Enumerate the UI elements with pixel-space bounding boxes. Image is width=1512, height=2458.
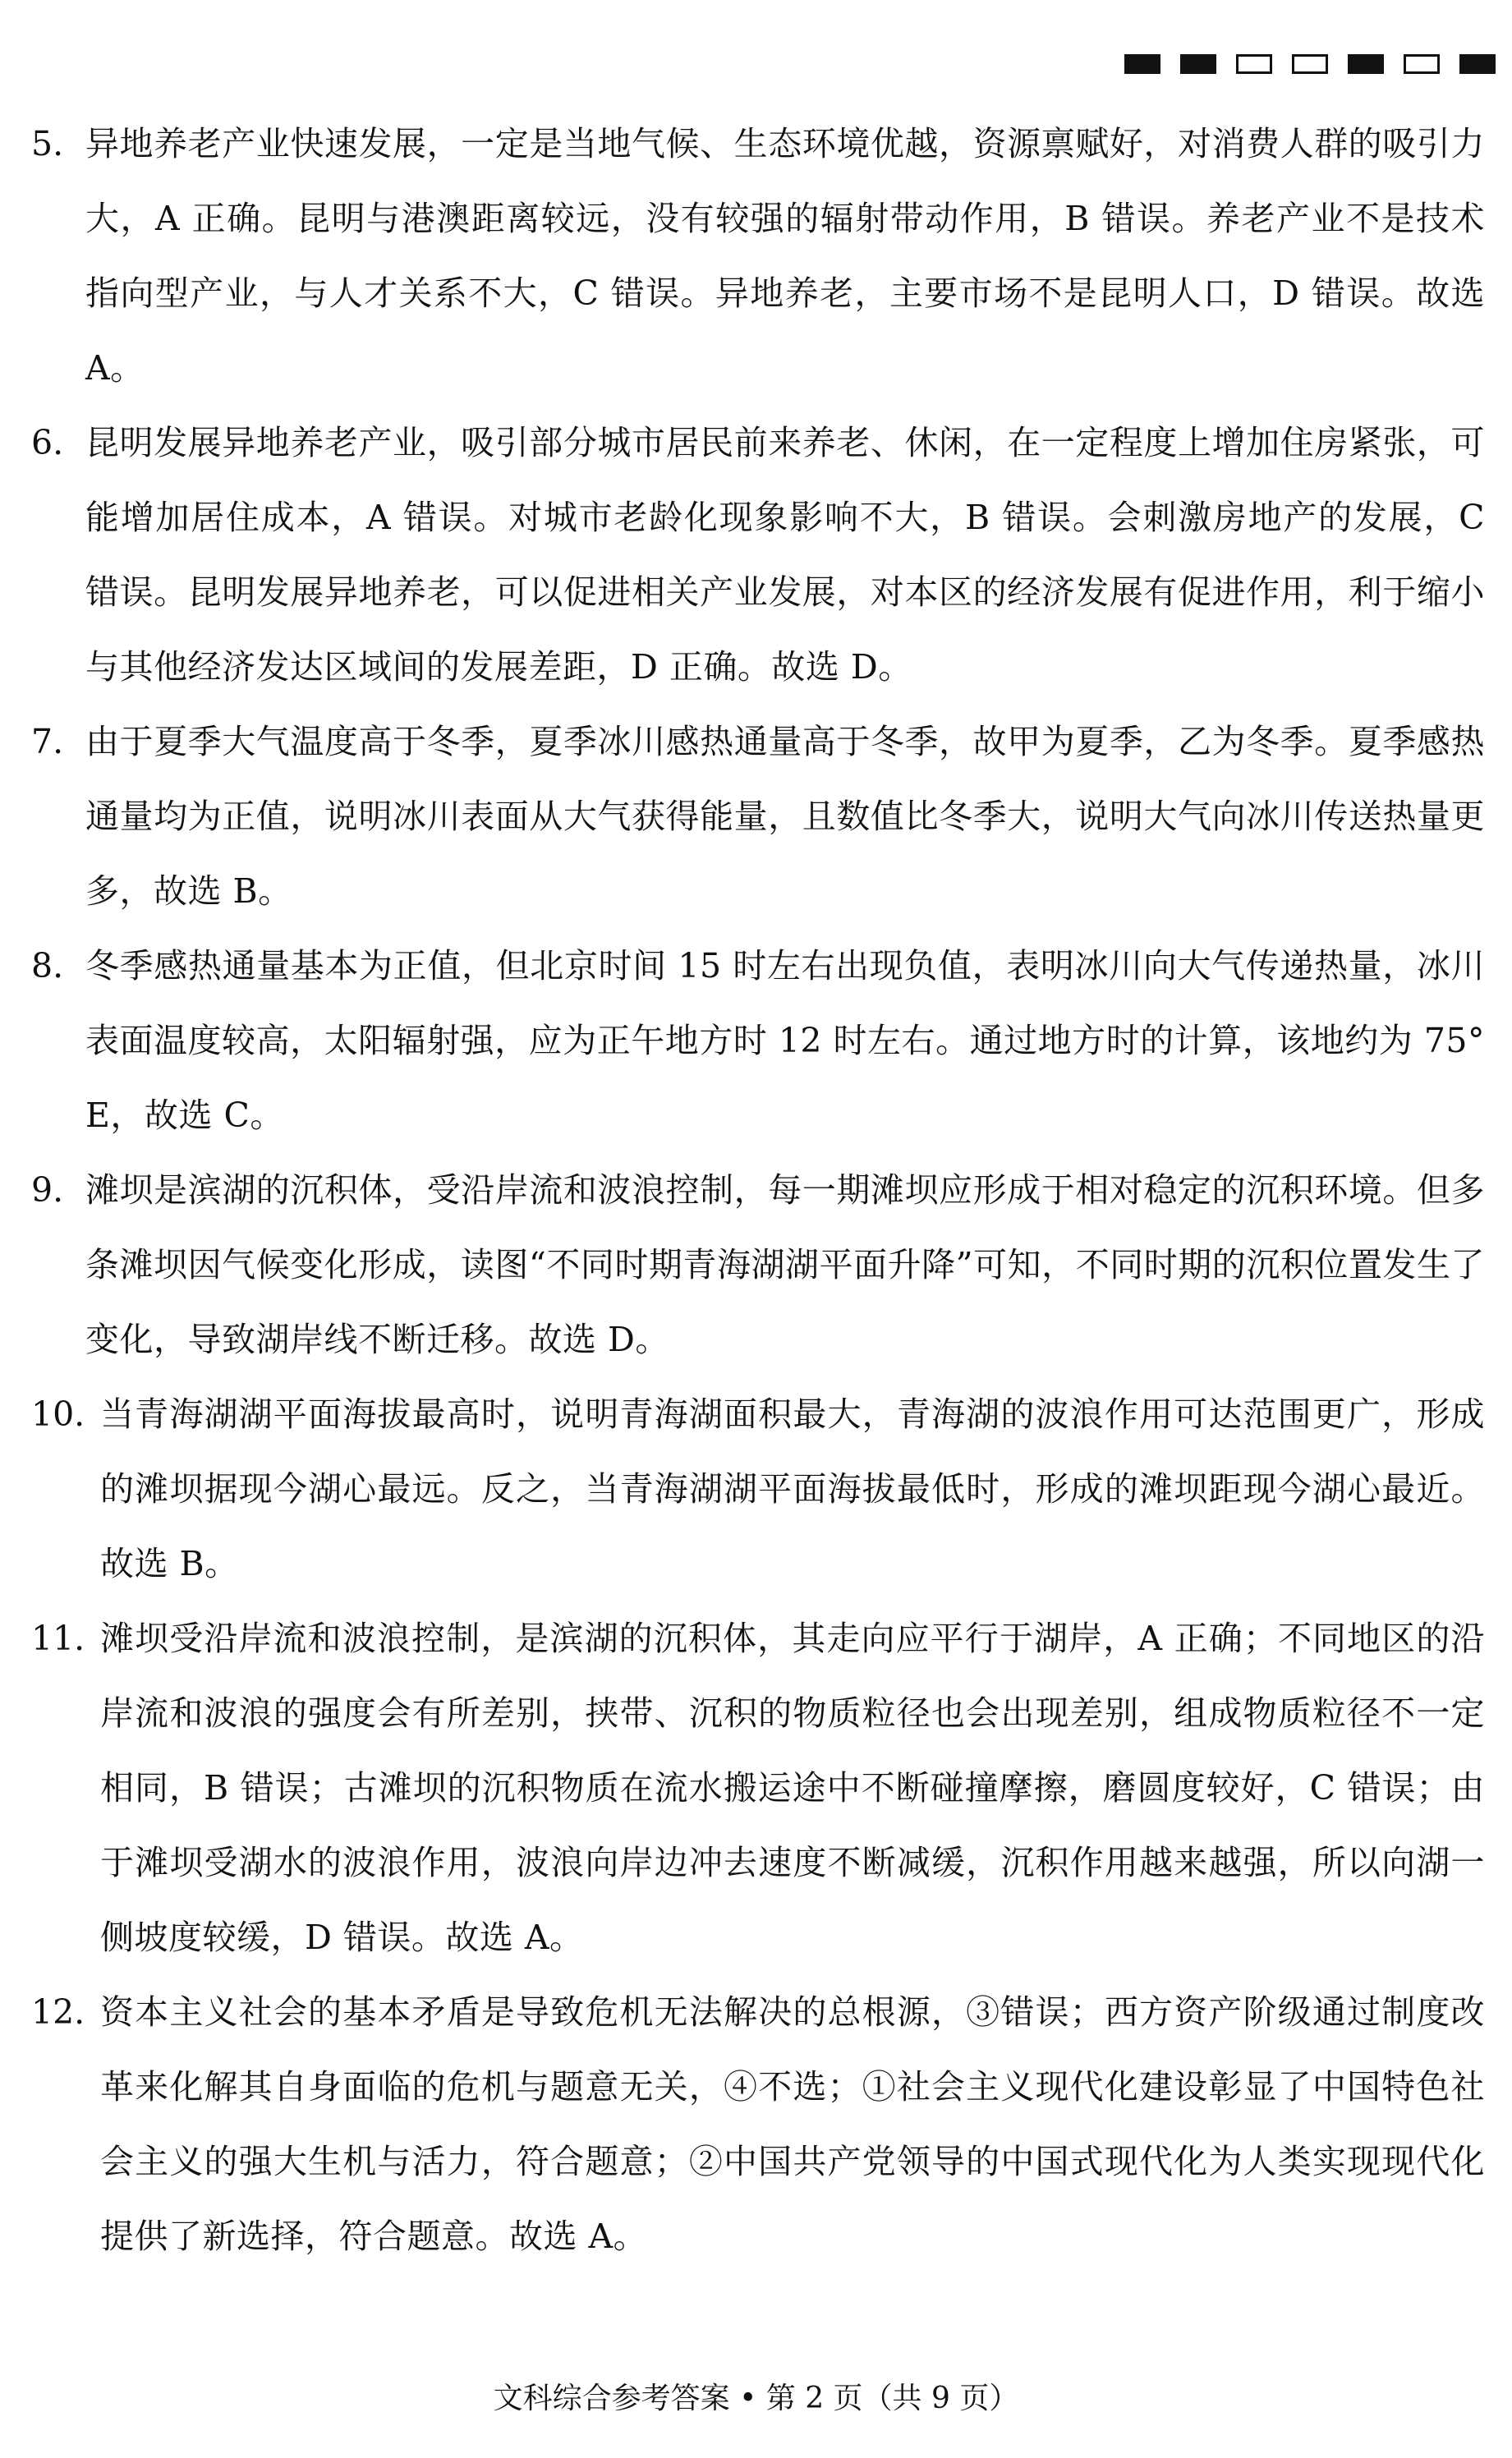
marker-block bbox=[1236, 54, 1272, 74]
item-number: 11. bbox=[31, 1619, 85, 1658]
marker-block bbox=[1124, 54, 1160, 74]
item-text: 当青海湖湖平面海拔最高时，说明青海湖面积最大，青海湖的波浪作用可达范围更广，形成的滩坝据现今湖心最远。反之，当青海湖湖平面海拔最低时，形成的滩坝距现今湖心最近。故选 B。 bbox=[100, 1394, 1485, 1583]
answer-item-9 bbox=[31, 1153, 1485, 1377]
item-text: 昆明发展异地养老产业，吸引部分城市居民前来养老、休闲，在一定程度上增加住房紧张，可能增加居住成本，A 错误。对城市老龄化现象影响不大，B 错误。会刺激房地产的发展，C 错误。昆明发展异地养老，可以促进相关产业发展，对本区的经济发展有促进作用，利于缩小与其他经济发达区域间的发展差距，D 正确。故选 D。 bbox=[85, 423, 1485, 687]
marker-block bbox=[1459, 54, 1496, 74]
answer-item-5 bbox=[31, 107, 1485, 406]
answer-item-12 bbox=[31, 1975, 1485, 2274]
item-number: 10. bbox=[31, 1394, 85, 1434]
answer-item-10 bbox=[31, 1377, 1485, 1601]
item-number: 9. bbox=[31, 1170, 64, 1210]
answer-item-11 bbox=[31, 1601, 1485, 1975]
page-marker-row bbox=[1124, 54, 1496, 74]
item-number: 6. bbox=[31, 423, 64, 462]
item-number: 7. bbox=[31, 722, 64, 761]
marker-block bbox=[1292, 54, 1328, 74]
marker-block bbox=[1180, 54, 1216, 74]
item-number: 12. bbox=[31, 1992, 85, 2032]
item-number: 8. bbox=[31, 946, 64, 985]
answer-list bbox=[31, 107, 1485, 2274]
item-number: 5. bbox=[31, 124, 64, 163]
item-text: 异地养老产业快速发展，一定是当地气候、生态环境优越，资源禀赋好，对消费人群的吸引力大，A 正确。昆明与港澳距离较远，没有较强的辐射带动作用，B 错误。养老产业不是技术指向型产业，与人才关系不大，C 错误。异地养老，主要市场不是昆明人口，D 错误。故选 A。 bbox=[85, 124, 1485, 388]
item-text: 由于夏季大气温度高于冬季，夏季冰川感热通量高于冬季，故甲为夏季，乙为冬季。夏季感热通量均为正值，说明冰川表面从大气获得能量，且数值比冬季大，说明大气向冰川传送热量更多，故选 B。 bbox=[85, 722, 1485, 911]
page-footer: 文科综合参考答案 • 第 2 页（共 9 页） bbox=[493, 2382, 1019, 2415]
item-text: 资本主义社会的基本矛盾是导致危机无法解决的总根源，③错误；西方资产阶级通过制度改革来化解其自身面临的危机与题意无关，④不选；①社会主义现代化建设彰显了中国特色社会主义的强大生机与活力，符合题意；②中国共产党领导的中国式现代化为人类实现现代化提供了新选择，符合题意。故选 A。 bbox=[100, 1992, 1485, 2256]
marker-block bbox=[1348, 54, 1384, 74]
answer-item-7 bbox=[31, 705, 1485, 929]
item-text: 冬季感热通量基本为正值，但北京时间 15 时左右出现负值，表明冰川向大气传递热量，冰川表面温度较高，太阳辐射强，应为正午地方时 12 时左右。通过地方时的计算，该地约为 75° E，故选 C。 bbox=[85, 946, 1485, 1135]
marker-block bbox=[1404, 54, 1440, 74]
item-text: 滩坝是滨湖的沉积体，受沿岸流和波浪控制，每一期滩坝应形成于相对稳定的沉积环境。但多条滩坝因气候变化形成，读图“不同时期青海湖湖平面升降”可知，不同时期的沉积位置发生了变化，导致湖岸线不断迁移。故选 D。 bbox=[85, 1170, 1485, 1359]
answer-item-6 bbox=[31, 406, 1485, 705]
item-text: 滩坝受沿岸流和波浪控制，是滨湖的沉积体，其走向应平行于湖岸，A 正确；不同地区的沿岸流和波浪的强度会有所差别，挟带、沉积的物质粒径也会出现差别，组成物质粒径不一定相同，B 错误；古滩坝的沉积物质在流水搬运途中不断碰撞摩擦，磨圆度较好，C 错误；由于滩坝受湖水的波浪作用，波浪向岸边冲去速度不断减缓，沉积作用越来越强，所以向湖一侧坡度较缓，D 错误。故选 A。 bbox=[100, 1619, 1485, 1957]
answer-item-8 bbox=[31, 929, 1485, 1153]
